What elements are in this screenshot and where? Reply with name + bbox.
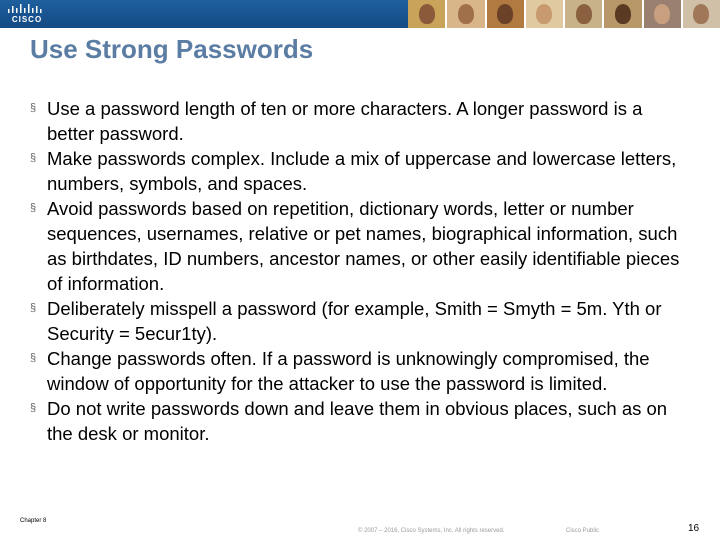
photo-7 bbox=[644, 0, 681, 28]
footer-copyright: © 2007 – 2016, Cisco Systems, Inc. All rights reserved. bbox=[358, 528, 505, 534]
person-photo-icon bbox=[458, 4, 474, 24]
bullet-marker: § bbox=[30, 402, 37, 414]
bullet-item bbox=[30, 346, 690, 396]
photo-3 bbox=[487, 0, 524, 28]
person-photo-icon bbox=[497, 4, 513, 24]
bullet-text: Make passwords complex. Include a mix of uppercase and lowercase letters, numbers, symbols, and spaces. bbox=[47, 148, 677, 194]
bullet-marker: § bbox=[30, 102, 37, 114]
cisco-bridge-icon bbox=[6, 3, 44, 15]
footer-chapter: Chapter 8 bbox=[20, 518, 47, 524]
photo-1 bbox=[408, 0, 445, 28]
footer-classification: Cisco Public bbox=[566, 528, 600, 534]
photo-8 bbox=[683, 0, 720, 28]
bullet-marker: § bbox=[30, 202, 37, 214]
bullet-item bbox=[30, 396, 690, 446]
bullet-marker: § bbox=[30, 302, 37, 314]
bullet-item bbox=[30, 146, 690, 196]
photo-5 bbox=[565, 0, 602, 28]
person-photo-icon bbox=[615, 4, 631, 24]
header-photo-strip bbox=[408, 0, 720, 28]
person-photo-icon bbox=[576, 4, 592, 24]
person-photo-icon bbox=[654, 4, 670, 24]
photo-6 bbox=[604, 0, 641, 28]
person-photo-icon bbox=[419, 4, 435, 24]
slide-title: Use Strong Passwords bbox=[30, 34, 314, 64]
bullet-marker: § bbox=[30, 352, 37, 364]
bullet-item bbox=[30, 296, 690, 346]
photo-2 bbox=[447, 0, 484, 28]
bullet-text: Use a password length of ten or more characters. A longer password is a better password. bbox=[47, 98, 643, 144]
bullet-text: Avoid passwords based on repetition, dictionary words, letter or number sequences, usernames, relative or pet names, biographical information, such as birthdates, ID numbers, ancestor names, or other easily identifiable pieces of information. bbox=[47, 198, 680, 294]
cisco-logo bbox=[6, 3, 44, 25]
bullet-list bbox=[30, 96, 690, 446]
header-bar bbox=[0, 0, 720, 28]
bullet-text: Change passwords often. If a password is unknowingly compromised, the window of opportunity for the attacker to use the password is limited. bbox=[47, 348, 650, 394]
person-photo-icon bbox=[693, 4, 709, 24]
bullet-item bbox=[30, 196, 690, 296]
bullet-item bbox=[30, 96, 690, 146]
bullet-text: Deliberately misspell a password (for example, Smith = Smyth = 5m. Yth or Security = 5ecur1ty). bbox=[47, 298, 662, 344]
person-photo-icon bbox=[536, 4, 552, 24]
bullet-marker: § bbox=[30, 152, 37, 164]
logo-wordmark: CISCO bbox=[11, 15, 43, 24]
page-number: 16 bbox=[688, 523, 700, 534]
bullet-text: Do not write passwords down and leave them in obvious places, such as on the desk or monitor. bbox=[47, 398, 668, 444]
photo-4 bbox=[526, 0, 563, 28]
